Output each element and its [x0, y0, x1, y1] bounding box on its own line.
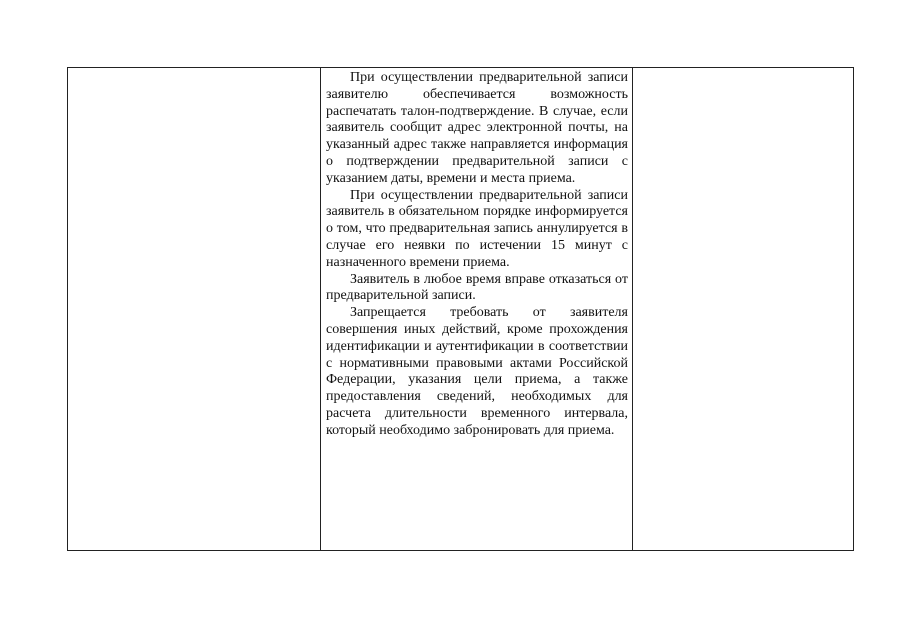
table-cell-middle: [326, 70, 628, 440]
document-table: [67, 67, 854, 551]
paragraph-booking-refusal: Заявитель в любое время вправе отказаться от предварительной записи.: [326, 271, 628, 304]
paragraph-booking-confirmation: При осуществлении предварительной записи заявителю обеспечивается возможность распечатать талон-подтверждение. В случае, если заявитель сообщит адрес электронной почты, на указанный адрес также направляется информация о подтверждении предварительной записи с указанием даты, времени и места приема.: [326, 70, 628, 186]
paragraph-booking-cancellation: При осуществлении предварительной записи заявитель в обязательном порядке информируется о том, что предварительная запись аннулируется в случае его неявки по истечении 15 минут с назначенного времени приема.: [326, 187, 628, 270]
table-cell-right: [633, 68, 853, 550]
table-cell-left: [68, 68, 320, 550]
paragraph-prohibited-requirements: Запрещается требовать от заявителя совершения иных действий, кроме прохождения идентификации и аутентификации в соответствии с нормативными правовыми актами Российской Федерации, указания цели приема, а также предоставления сведений, необходимых для расчета длительности временного интервала, который необходимо забронировать для приема.: [326, 305, 628, 438]
column-divider-left: [320, 68, 321, 550]
